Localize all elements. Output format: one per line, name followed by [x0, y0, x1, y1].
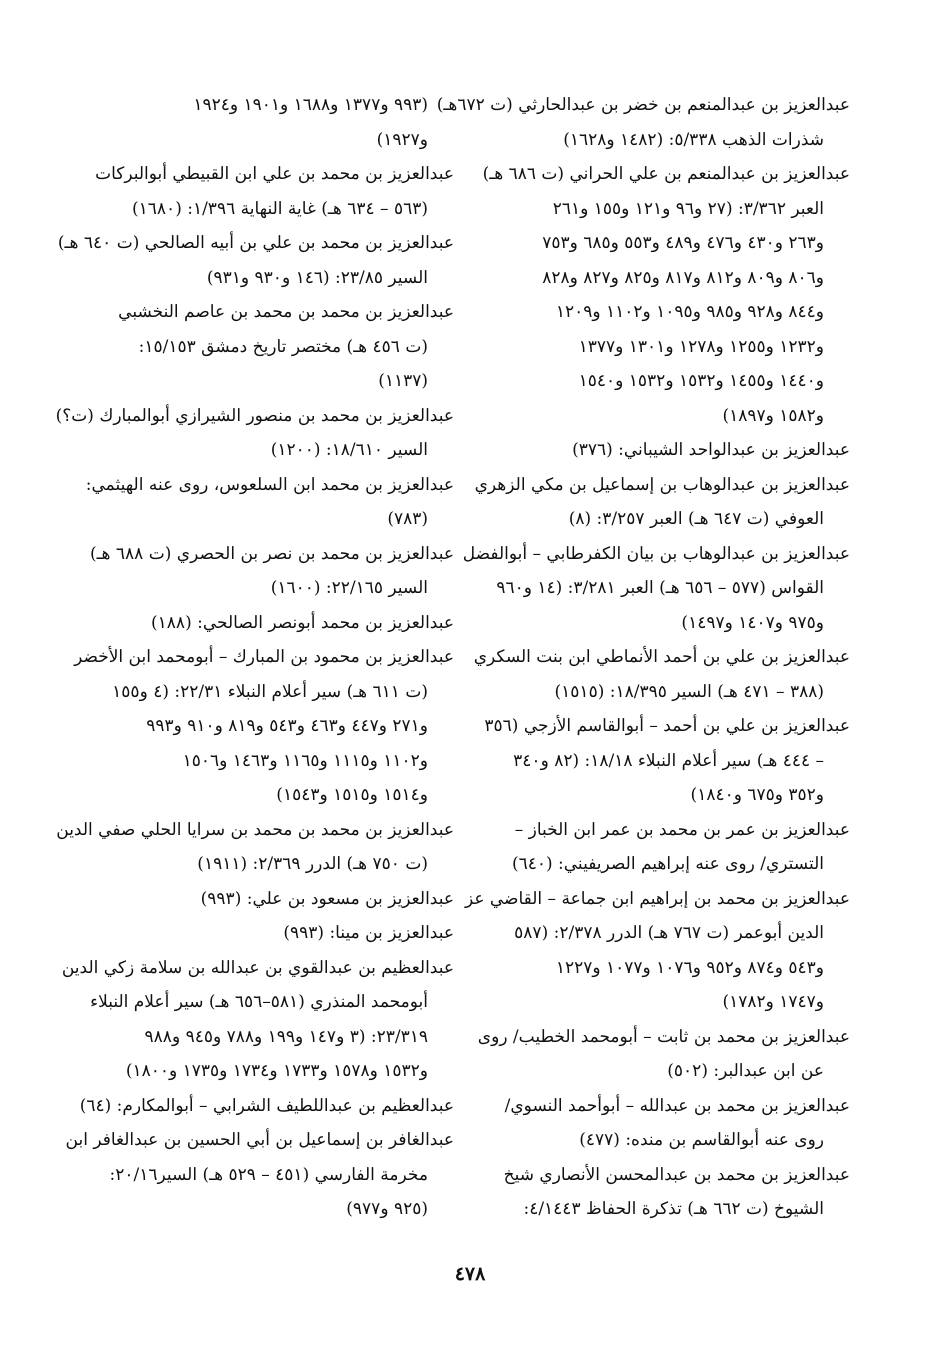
- entry-heading-line: عبدالعزيز بن محمد بن ثابت – أبومحمد الخطيب/ روى: [477, 1026, 850, 1047]
- index-entry: [82, 157, 454, 226]
- index-entry: [436, 88, 850, 157]
- entry-continuation-line: و١٩٢٧): [376, 129, 428, 150]
- entry-heading-line: عبدالعزيز بن محمد بن علي بن أبيه الصالحي (ت ٦٤٠ هـ): [57, 233, 454, 253]
- index-entry: [82, 88, 454, 157]
- index-entry: [464, 882, 850, 1020]
- entry-heading-line: عبدالعزيز بن محمد بن عبدالمحسن الأنصاري شيخ: [503, 1164, 850, 1185]
- index-entry: [61, 951, 454, 1089]
- entry-heading-line: عبدالعظيم بن عبدالقوي بن عبدالله بن سلامة زكي الدين: [61, 957, 454, 978]
- entry-continuation-line: روى عنه أبوالقاسم بن منده: (٤٧٧): [579, 1130, 824, 1150]
- left-column: [55, 88, 454, 1227]
- entry-continuation-line: (٣٨٨ – ٤٧١ هـ) السير ١٨/٣٩٥: (١٥١٥): [554, 681, 824, 702]
- entry-heading-line: عبدالعزيز بن محمود بن المبارك – أبومحمد ابن الأخضر: [74, 647, 454, 667]
- entry-continuation-line: و٨٤٤ و٩٢٨ و٩٨٥ و١٠٩٥ و١١٠٢ و١٢٠٩: [555, 302, 824, 322]
- entry-continuation-line: الشيوخ (ت ٦٦٢ هـ) تذكرة الحفاظ ٤/١٤٤٣:: [523, 1199, 824, 1219]
- entry-heading-line: عبدالعزيز بن علي بن أحمد – أبوالقاسم الأزجي (٣٥٦: [484, 716, 850, 736]
- entry-heading-line: عبدالعزيز بن عبدالمنعم بن علي الحراني (ت ٦٨٦ هـ): [482, 164, 850, 184]
- index-entry: [82, 606, 454, 641]
- index-entry: [474, 468, 850, 537]
- entry-continuation-line: التستري/ روى عنه إبراهيم الصريفيني: (٦٤٠): [511, 854, 824, 874]
- entry-continuation-line: و١٢٣٢ و١٢٥٥ و١٢٧٨ و١٣٠١ و١٣٧٧: [578, 336, 824, 357]
- entry-heading-line: عبدالعزيز بن محمد بن علي ابن القبيطي أبوالبركات: [95, 164, 454, 184]
- entry-heading-line: (٩٩٣ و١٣٧٧ و١٦٨٨ و١٩٠١ و١٩٢٤: [193, 95, 428, 115]
- entry-continuation-line: العبر ٣/٣٦٢: (٢٧ و٩٦ و١٢١ و١٥٥ و٢٦١: [552, 198, 824, 219]
- entry-continuation-line: (٧٨٣): [387, 509, 428, 529]
- entry-continuation-line: (ت ٧٥٠ هـ) الدرر ٢/٣٦٩: (١٩١١): [197, 854, 428, 874]
- entry-continuation-line: أبومحمد المنذري (٥٨١–٦٥٦ هـ) سير أعلام النبلاء: [90, 992, 428, 1012]
- entry-continuation-line: (١١٣٧): [378, 371, 428, 391]
- index-entry: [478, 1089, 850, 1158]
- entry-continuation-line: و١٥٣٢ و١٥٧٨ و١٧٣٣ و١٧٣٤ و١٧٣٥ و١٨٠٠): [125, 1061, 428, 1081]
- entry-continuation-line: (ت ٤٥٦ هـ) مختصر تاريخ دمشق ١٥/١٥٣:: [138, 336, 428, 357]
- entry-heading-line: عبدالعزيز بن محمد بن منصور الشيرازي أبوالمبارك (ت؟): [55, 405, 454, 426]
- index-entry: [82, 295, 454, 399]
- entry-continuation-line: و٣٥٢ و٦٧٥ و١٨٤٠): [690, 785, 824, 805]
- entry-heading-line: عبدالعزيز بن محمد بن عبدالله – أبوأحمد النسوي/: [504, 1095, 850, 1116]
- index-entry: [462, 537, 850, 641]
- entry-continuation-line: (٩٢٥ و٩٧٧): [346, 1199, 428, 1219]
- entry-heading-line: عبدالعزيز بن محمد بن نصر بن الحصري (ت ٦٨٨ هـ): [89, 543, 454, 564]
- entry-continuation-line: – ٤٤٤ هـ) سير أعلام النبلاء ١٨/١٨: (٨٢ و٣٤٠: [513, 750, 824, 771]
- entry-heading-line: عبدالعزيز بن عبدالمنعم بن خضر بن عبدالحارثي (ت ٦٧٢هـ): [436, 95, 850, 115]
- page-number: ٤٧٨: [454, 1263, 486, 1285]
- entry-continuation-line: (ت ٦١١ هـ) سير أعلام النبلاء ٢٢/٣١: (٤ و١٥٥: [112, 681, 428, 702]
- entry-continuation-line: و١٥١٤ و١٥١٥ و١٥٤٣): [276, 785, 428, 805]
- entry-continuation-line: و٩٧٥ و١٤٠٧ و١٤٩٧): [681, 612, 824, 633]
- entry-continuation-line: و٢٧١ و٤٤٧ و٤٦٣ و٥٤٣ و٨١٩ و٩١٠ و٩٩٣: [146, 716, 428, 736]
- index-entry: [82, 882, 454, 917]
- entry-heading-line: عبدالعزيز بن محمد بن إبراهيم ابن جماعة – القاضي عز: [464, 888, 850, 909]
- entry-continuation-line: شذرات الذهب ٥/٣٣٨: (١٤٨٢ و١٦٢٨): [563, 129, 824, 150]
- entry-heading-line: عبدالعزيز بن عبدالوهاب بن إسماعيل بن مكي الزهري: [474, 474, 850, 495]
- entry-continuation-line: السير ٢٣/٨٥: (١٤٦ و٩٣٠ و٩٣١): [206, 267, 428, 288]
- entry-heading-line: عبدالعزيز بن محمد بن محمد بن سرايا الحلي صفي الدين: [56, 819, 454, 840]
- index-entry: [478, 433, 850, 468]
- entry-continuation-line: الدين أبوعمر (ت ٧٦٧ هـ) الدرر ٢/٣٧٨: (٥٨٧: [514, 923, 824, 943]
- entry-heading-line: عبدالغافر بن إسماعيل بن أبي الحسين بن عبدالغافر ابن: [65, 1130, 454, 1150]
- index-entry: [82, 916, 454, 951]
- index-entry: [74, 640, 454, 813]
- index-entry: [56, 813, 454, 882]
- entry-continuation-line: السير ٢٢/١٦٥: (١٦٠٠): [270, 578, 428, 598]
- index-entry: [478, 709, 850, 813]
- entry-heading-line: عبدالعزيز بن مينا: (٩٩٣): [283, 923, 454, 943]
- entry-heading-line: عبدالعزيز بن محمد أبونصر الصالحي: (١٨٨): [151, 612, 454, 633]
- entry-heading-line: عبدالعزيز بن محمد بن محمد بن عاصم النخشبي: [118, 302, 454, 322]
- entry-continuation-line: (٥٦٣ – ٦٣٤ هـ) غاية النهاية ١/٣٩٦: (١٦٨٠): [132, 198, 428, 219]
- entry-continuation-line: و١٥٨٢ و١٨٩٧): [722, 405, 824, 426]
- entry-heading-line: عبدالعزيز بن علي بن أحمد الأنماطي ابن بنت السكري: [473, 647, 850, 667]
- entry-continuation-line: و١٤٤٠ و١٤٥٥ و١٥٣٢ و١٥٣٢ و١٥٤٠: [578, 371, 824, 391]
- entry-heading-line: عبدالعظيم بن عبداللطيف الشرابي – أبوالمكارم: (٦٤): [79, 1095, 454, 1116]
- index-entry: [478, 157, 850, 433]
- entry-continuation-line: و١٧٤٧ و١٧٨٢): [722, 992, 824, 1012]
- index-entry: [473, 640, 850, 709]
- entry-continuation-line: السير ١٨/٦١٠: (١٢٠٠): [270, 440, 428, 460]
- entry-heading-line: عبدالعزيز بن عمر بن محمد بن عمر ابن الخباز –: [514, 819, 850, 840]
- index-entry: [82, 537, 454, 606]
- entry-continuation-line: عن ابن عبدالبر: (٥٠٢): [667, 1061, 824, 1081]
- entry-continuation-line: و٢٦٣ و٤٣٠ و٤٧٦ و٤٨٩ و٥٥٣ و٦٨٥ و٧٥٣: [542, 233, 824, 253]
- index-entry: [65, 1123, 454, 1227]
- entry-continuation-line: مخرمة الفارسي (٤٥١ – ٥٢٩ هـ) السير٢٠/١٦:: [109, 1164, 428, 1185]
- index-entry: [57, 226, 454, 295]
- index-entry: [82, 468, 454, 537]
- entry-continuation-line: و٥٤٣ و٨٧٤ و٩٥٢ و١٠٧٦ و١٠٧٧ و١٢٢٧: [555, 957, 824, 978]
- entry-continuation-line: ٢٣/٣١٩: (٣ و١٤٧ و١٩٩ و٧٨٨ و٩٤٥ و٩٨٨: [144, 1026, 428, 1047]
- entry-continuation-line: و١١٠٢ و١١١٥ و١١٦٥ و١٤٦٣ و١٥٠٦: [182, 750, 428, 771]
- entry-continuation-line: القواس (٥٧٧ – ٦٥٦ هـ) العبر ٣/٢٨١: (١٤ و٩٦٠: [496, 578, 824, 598]
- entry-continuation-line: و٨٠٦ و٨٠٩ و٨١٢ و٨١٧ و٨٢٥ و٨٢٧ و٨٢٨: [542, 267, 824, 288]
- right-column: [436, 88, 850, 1227]
- index-entry: [478, 1158, 850, 1227]
- index-entry: [478, 813, 850, 882]
- entry-heading-line: عبدالعزيز بن عبدالوهاب بن بيان الكفرطابي – أبوالفضل: [462, 543, 850, 564]
- index-entry: [478, 1020, 850, 1089]
- entry-heading-line: عبدالعزيز بن عبدالواحد الشيباني: (٣٧٦): [572, 440, 850, 460]
- entry-continuation-line: العوفي (ت ٦٤٧ هـ) العبر ٣/٢٥٧: (٨): [568, 509, 824, 529]
- index-entry: [79, 1089, 454, 1124]
- index-entry: [55, 399, 454, 468]
- entry-heading-line: عبدالعزيز بن محمد ابن السلعوس، روى عنه الهيثمي:: [85, 474, 454, 495]
- entry-heading-line: عبدالعزيز بن مسعود بن علي: (٩٩٣): [200, 888, 454, 909]
